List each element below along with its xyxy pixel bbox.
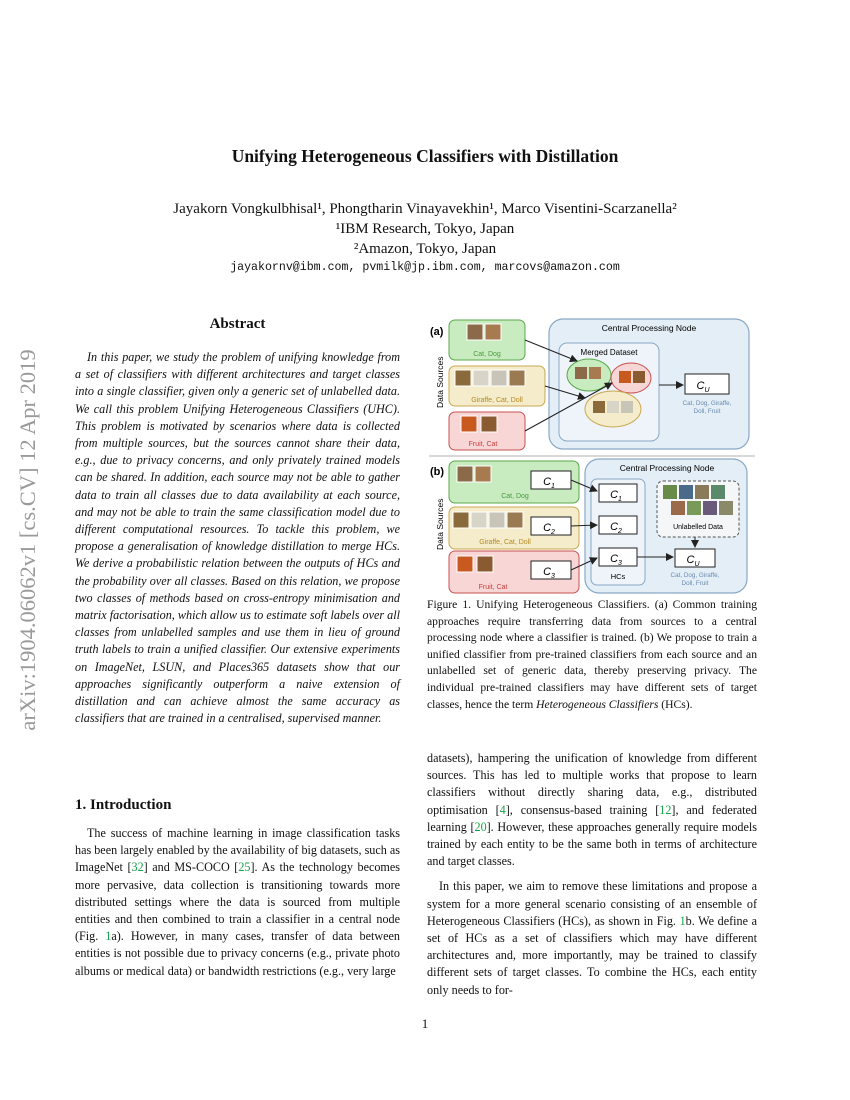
- image-thumb: [719, 501, 733, 515]
- cu-label: $C_U$: [686, 554, 700, 568]
- citation-link[interactable]: 25: [238, 860, 251, 875]
- c1-label: $C_1$: [610, 489, 622, 503]
- cu-label: $C_U$: [696, 380, 710, 394]
- right-paragraph-2: [427, 878, 757, 998]
- intro-text: ]. As the technology becomes more pervasive, data collection is transitioning towards more distributed settings where the data is sourced from multiple entities and then combined to train a classifier in a central node (Fig.: [75, 860, 400, 944]
- caption-italic: Heterogeneous Classifiers: [536, 697, 659, 711]
- image-thumb: [679, 485, 693, 499]
- image-thumb: [461, 416, 477, 432]
- figure-caption: [427, 597, 757, 713]
- image-thumb: [703, 501, 717, 515]
- cu-classes-line2: Doll, Fruit: [693, 408, 721, 415]
- figure-link[interactable]: 1: [105, 929, 112, 944]
- merged-dataset-title: Merged Dataset: [580, 348, 638, 357]
- page-number: 1: [421, 1016, 429, 1031]
- image-thumb: [509, 370, 525, 386]
- citation-link[interactable]: 12: [659, 802, 672, 817]
- body-text: In this paper, we aim to remove these limitations and propose a system for a more general scenario consisting of an ensemble of Heterogeneous Classifiers (HCs), as shown in Fig.: [427, 879, 757, 928]
- image-thumb: [607, 401, 619, 413]
- arxiv-id: arXiv:1904.06062v1 [cs.CV] 12 Apr 2019: [15, 349, 40, 731]
- intro-text: The success of machine learning in image classification tasks has been largely enabled by the availability of big datasets, such as ImageNet [: [75, 826, 400, 875]
- source-1-classes: Cat, Dog: [473, 351, 501, 358]
- image-thumb: [589, 367, 601, 379]
- body-text: b. We define a set of HCs as a set of classifiers which may have different architectures and, more importantly, may be trained to classify different sets of target classes. To combine the HCs, each entity only needs to for-: [427, 913, 758, 997]
- body-text: ]. However, these approaches generally require models trained by each entity to be the same both in terms of architecture and target classes.: [427, 819, 757, 869]
- image-thumb: [457, 466, 473, 482]
- panel-b-label: (b): [430, 466, 445, 478]
- source-3-classes: Fruit, Cat: [468, 441, 498, 448]
- intro-paragraph: [75, 825, 400, 980]
- c3-label: $C_3$: [543, 566, 555, 580]
- author-names: Jayakorn Vongkulbhisal¹, Phongtharin Vinayavekhin¹, Marco Visentini-Scarzanella²: [173, 201, 677, 217]
- image-thumb: [491, 370, 507, 386]
- image-thumb: [593, 401, 605, 413]
- data-sources-label: Data Sources: [435, 356, 445, 408]
- affiliation-1: ¹IBM Research, Tokyo, Japan: [335, 221, 515, 237]
- image-thumb: [455, 370, 471, 386]
- image-thumb: [695, 485, 709, 499]
- image-thumb: [619, 371, 631, 383]
- figure-diagram: [427, 313, 757, 598]
- central-node-title: Central Processing Node: [619, 463, 715, 473]
- cu-classes-line1: Cat, Dog, Giraffe,: [682, 400, 732, 407]
- cu-classes-line2: Doll, Fruit: [681, 580, 709, 587]
- image-thumb: [711, 485, 725, 499]
- source-2-classes: Giraffe, Cat, Doll: [471, 397, 523, 404]
- body-text: ], and federated learning [: [427, 802, 757, 834]
- citation-link[interactable]: 20: [474, 819, 487, 834]
- cu-classes-line1: Cat, Dog, Giraffe,: [670, 572, 720, 579]
- c2-label: $C_2$: [543, 522, 555, 536]
- image-thumb: [475, 466, 491, 482]
- intro-text: a). However, in many cases, transfer of data between entities is not possible due to privacy concerns (e.g., private photo albums or medical data) or bandwidth restrictions (e.g., very large: [75, 929, 400, 978]
- author-block: [0, 199, 850, 259]
- intro-body: [75, 825, 400, 980]
- image-thumb: [507, 512, 523, 528]
- right-paragraph-1: [427, 750, 757, 870]
- intro-heading: 1. Introduction: [75, 797, 172, 813]
- image-thumb: [471, 512, 487, 528]
- image-thumb: [481, 416, 497, 432]
- arxiv-sidebar: [15, 300, 41, 780]
- hcs-label: HCs: [610, 572, 626, 581]
- source-1-classes: Cat, Dog: [501, 493, 529, 500]
- body-text: ], consensus-based training [: [505, 802, 660, 817]
- image-thumb: [453, 512, 469, 528]
- affiliation-2: ²Amazon, Tokyo, Japan: [353, 241, 497, 257]
- image-thumb: [473, 370, 489, 386]
- central-node-title: Central Processing Node: [601, 323, 697, 333]
- image-thumb: [467, 324, 483, 340]
- image-thumb: [671, 501, 685, 515]
- abstract-heading: Abstract: [209, 316, 266, 332]
- figure-1: [427, 313, 757, 598]
- image-thumb: [575, 367, 587, 379]
- source-2-classes: Giraffe, Cat, Doll: [479, 539, 531, 546]
- c1-label: $C_1$: [543, 476, 555, 490]
- unlabelled-data-title: Unlabelled Data: [673, 524, 723, 531]
- image-thumb: [489, 512, 505, 528]
- image-thumb: [633, 371, 645, 383]
- citation-link[interactable]: 32: [131, 860, 144, 875]
- author-emails: jayakornv@ibm.com, pvmilk@jp.ibm.com, marcovs@amazon.com: [230, 261, 620, 274]
- caption-text: [427, 597, 757, 713]
- intro-text: ] and MS-COCO [: [143, 860, 239, 875]
- image-thumb: [457, 556, 473, 572]
- caption-body: Figure 1. Unifying Heterogeneous Classifiers. (a) Common training approaches require transferring data from sources to a central processing node where a classifier is trained. (b) We propose to train a unified classifier from pre-trained classifiers from each source and an unlabelled set of generic data, thereby preserving privacy. The individual pre-trained classifiers may have different sets of target classes, hence the term: [427, 598, 757, 711]
- image-thumb: [485, 324, 501, 340]
- right-column-body: [427, 750, 757, 1007]
- source-3-classes: Fruit, Cat: [478, 584, 508, 591]
- figure-link[interactable]: 1: [679, 913, 686, 928]
- paper-title: Unifying Heterogeneous Classifiers with Distillation: [231, 146, 619, 166]
- image-thumb: [663, 485, 677, 499]
- caption-end: (HCs).: [658, 697, 693, 711]
- image-thumb: [687, 501, 701, 515]
- abstract-body: [75, 349, 400, 727]
- citation-link[interactable]: 4: [499, 802, 506, 817]
- c2-label: $C_2$: [610, 521, 622, 535]
- data-sources-label: Data Sources: [435, 498, 445, 550]
- c3-label: $C_3$: [610, 553, 622, 567]
- abstract-text: In this paper, we study the problem of unifying knowledge from a set of classifiers with different architectures and target classes into a single classifier, given only a generic set of unlabelled data. We call this problem Unifying Heterogeneous Classifiers (UHC). This problem is motivated by scenarios where data is collected from multiple sources, but the sources cannot share their data, e.g., due to privacy concerns, and only privately trained models can be shared. In addition, each source may not be able to gather data to train all classes due to data availability at each source, and may not be able to train the same classification model due to different computational resources. To tackle this problem, we propose a generalisation of knowledge distillation to merge HCs. We derive a probabilistic relation between the outputs of HCs and the probability over all classes. Based on this relation, we propose two classes of methods based on cross-entropy minimisation and matrix factorisation, which allow us to estimate soft labels over all classes from unlabelled samples and use them in lieu of ground truth labels to train a unified classifier. Our extensive experiments on ImageNet, LSUN, and Places365 datasets show that our approaches significantly outperform a naive extension of distillation and can achieve almost the same accuracy as classifiers that are trained in a centralised, supervised manner.: [75, 350, 400, 726]
- image-thumb: [621, 401, 633, 413]
- image-thumb: [477, 556, 493, 572]
- panel-a-label: (a): [430, 326, 444, 338]
- body-text: datasets), hampering the unification of knowledge from different sources. This has led to multiple works that propose to learn classifiers without directly sharing data, e.g., distributed optimisation [: [427, 751, 757, 817]
